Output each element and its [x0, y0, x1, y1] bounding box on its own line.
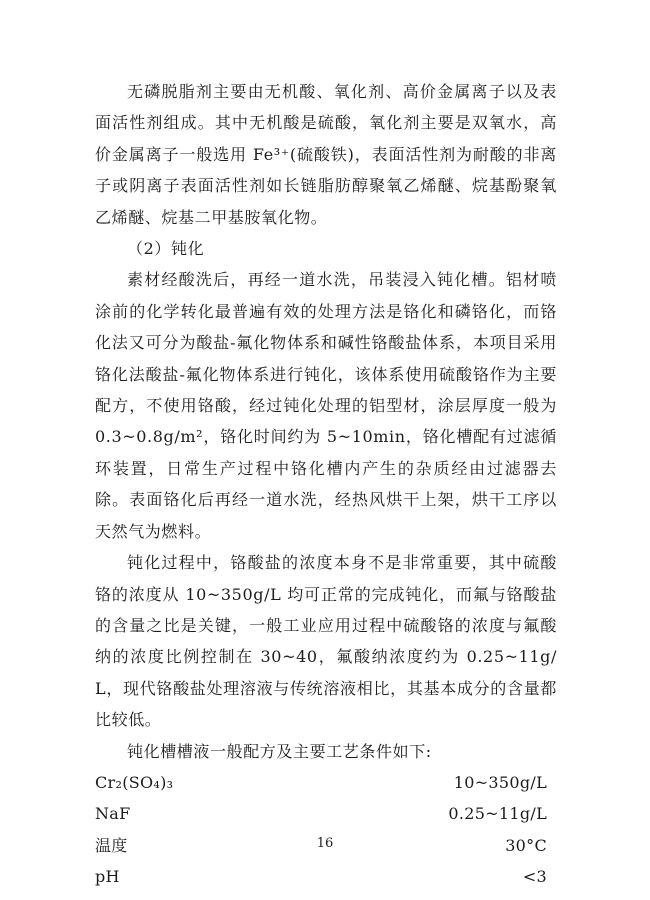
- formula-label: 温度: [95, 835, 128, 855]
- formula-value: <3: [522, 867, 547, 887]
- formula-row-ph: [95, 861, 557, 892]
- formula-label: NaF: [95, 804, 131, 824]
- formula-row-cr2so43: [95, 767, 557, 798]
- section-heading-passivation: （2）钝化: [127, 239, 205, 259]
- paragraph-chromate-concentration: 钝化过程中，铬酸盐的浓度本身不是非常重要，其中硫酸铬的浓度从 10~350g/L 均可正常的完成钝化，而氟与铬酸盐的含量之比是关键，一般工业应用过程中硫酸铬的浓度与氟酸纳的浓度比例控制在 30~40，氟酸纳浓度约为 0.25~11g/L，现代铬酸盐处理溶液与传统溶液相比，其基本成分的含量都比较低。: [95, 553, 557, 730]
- formula-label: pH: [95, 867, 120, 887]
- document-content: [95, 76, 557, 893]
- formula-label: Cr₂(SO₄)₃: [95, 772, 174, 792]
- page-number: 16: [316, 836, 334, 851]
- paragraph-degreasing-agents: 无磷脱脂剂主要由无机酸、氧化剂、高价金属离子以及表面活性剂组成。其中无机酸是硫酸，氧化剂主要是双氧水，高价金属离子一般选用 Fe³⁺(硫酸铁)，表面活性剂为耐酸的非离子或阴离子表面活性剂如长链脂肪醇聚氧乙烯醚、烷基酚聚氧乙烯醚、烷基二甲基胺氧化物。: [95, 82, 557, 227]
- page-footer: [0, 836, 650, 851]
- formula-value: 0.25~11g/L: [448, 804, 547, 824]
- formula-value: 10~350g/L: [453, 772, 547, 792]
- paragraph-passivation-process: 素材经酸洗后，再经一道水洗，吊装浸入钝化槽。铝材喷涂前的化学转化最普遍有效的处理方法是铬化和磷铬化，而铬化法又可分为酸盐-氟化物体系和碱性铬酸盐体系，本项目采用铬化法酸盐-氟化物体系进行钝化，该体系使用硫酸铬作为主要配方，不使用铬酸，经过钝化处理的铝型材，涂层厚度一般为 0.3~0.8g/m²，铬化时间约为 5~10min，铬化槽配有过滤循环装置，日常生产过程中铬化槽内产生的杂质经由过滤器去除。表面铬化后再经一道水洗，经热风烘干上架，烘干工序以天然气为燃料。: [95, 270, 557, 541]
- formula-table: [95, 767, 557, 893]
- formula-row-naf: [95, 798, 557, 829]
- paragraph-formula-intro: 钝化槽槽液一般配方及主要工艺条件如下:: [127, 741, 432, 761]
- formula-value: 30°C: [505, 835, 547, 855]
